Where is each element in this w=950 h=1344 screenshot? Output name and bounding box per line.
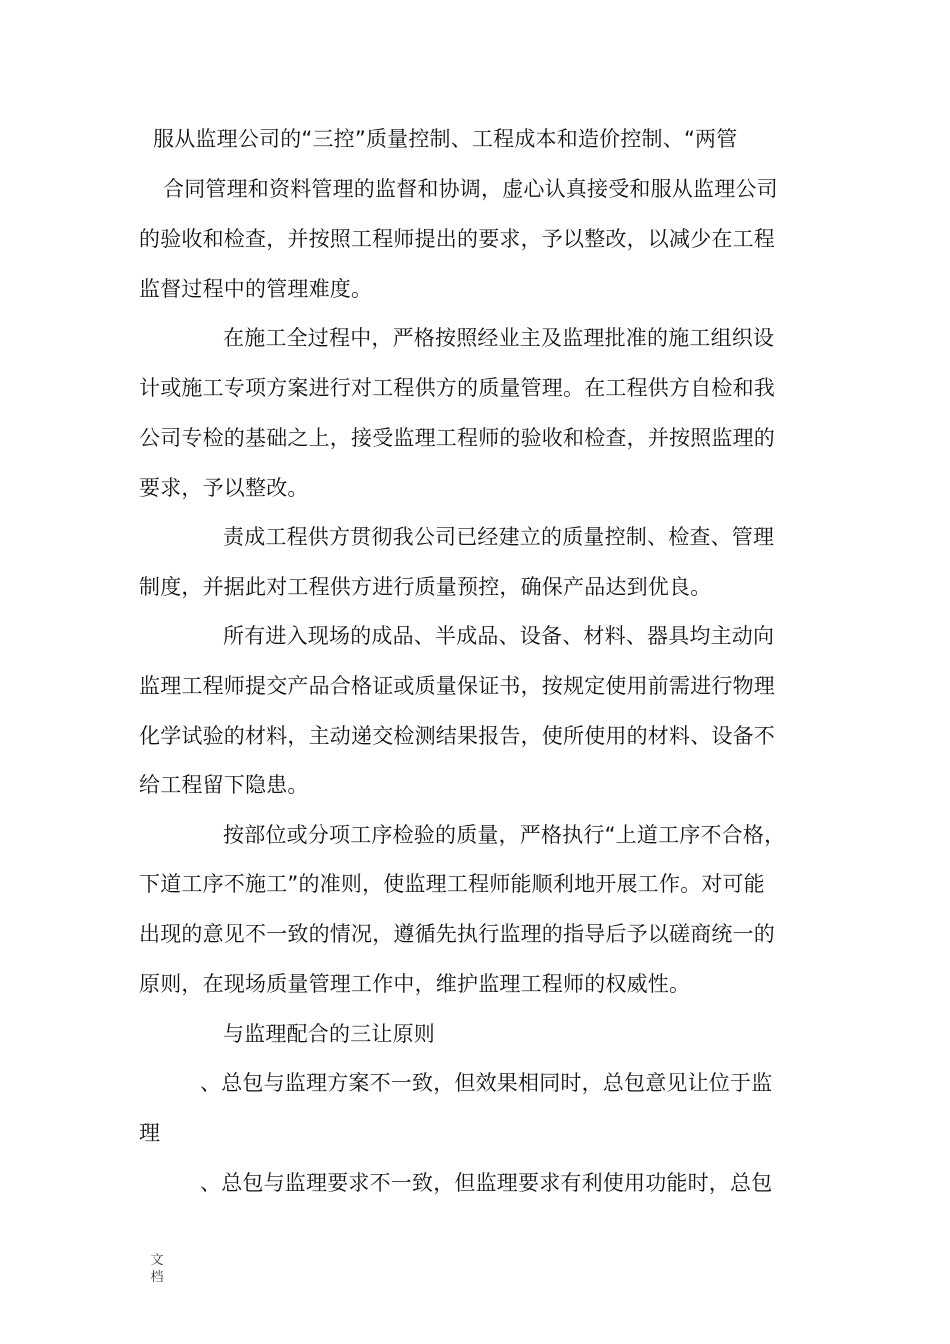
text-line: 所有进入现场的成品、半成品、设备、材料、器具均主动向 — [223, 624, 775, 648]
text-line: 的验收和检查，并按照工程师提出的要求，予以整改，以减少在工程 — [139, 227, 775, 251]
text-line: 制度，并据此对工程供方进行质量预控，确保产品达到优良。 — [139, 575, 712, 599]
text-line: 、总包与监理要求不一致，但监理要求有利使用功能时，总包 — [200, 1171, 773, 1195]
footer-char: 档 — [150, 1270, 164, 1285]
footer-char: 文 — [150, 1253, 164, 1268]
text-line: 下道工序不施工”的准则，使监理工程师能顺利地开展工作。对可能 — [139, 872, 765, 896]
text-line: 给工程留下隐患。 — [139, 773, 309, 797]
text-line: 监督过程中的管理难度。 — [139, 277, 373, 301]
text-line: 原则，在现场质量管理工作中，维护监理工程师的权威性。 — [139, 972, 691, 996]
text-line: 服从监理公司的“三控”质量控制、工程成本和造价控制、“两管 — [153, 127, 738, 151]
text-line: 理 — [139, 1121, 161, 1145]
text-line: 公司专检的基础之上，接受监理工程师的验收和检查，并按照监理的 — [139, 426, 775, 450]
text-line: 、总包与监理方案不一致，但效果相同时，总包意见让位于监 — [200, 1071, 773, 1095]
text-line: 在施工全过程中，严格按照经业主及监理批准的施工组织设 — [223, 326, 775, 350]
text-line: 出现的意见不一致的情况，遵循先执行监理的指导后予以磋商统一的 — [139, 922, 775, 946]
text-line: 合同管理和资料管理的监督和协调，虚心认真接受和服从监理公司 — [163, 177, 778, 201]
text-line: 责成工程供方贯彻我公司已经建立的质量控制、检查、管理 — [223, 525, 775, 549]
footer-label — [149, 1252, 165, 1286]
section-heading: 与监理配合的三让原则 — [223, 1022, 435, 1046]
text-line: 监理工程师提交产品合格证或质量保证书，按规定使用前需进行物理 — [139, 674, 775, 698]
text-line: 要求，予以整改。 — [139, 476, 309, 500]
text-line: 计或施工专项方案进行对工程供方的质量管理。在工程供方自检和我 — [139, 376, 775, 400]
text-line: 化学试验的材料，主动递交检测结果报告，使所使用的材料、设备不 — [139, 724, 775, 748]
text-line: 按部位或分项工序检验的质量，严格执行“上道工序不合格， — [223, 823, 786, 847]
